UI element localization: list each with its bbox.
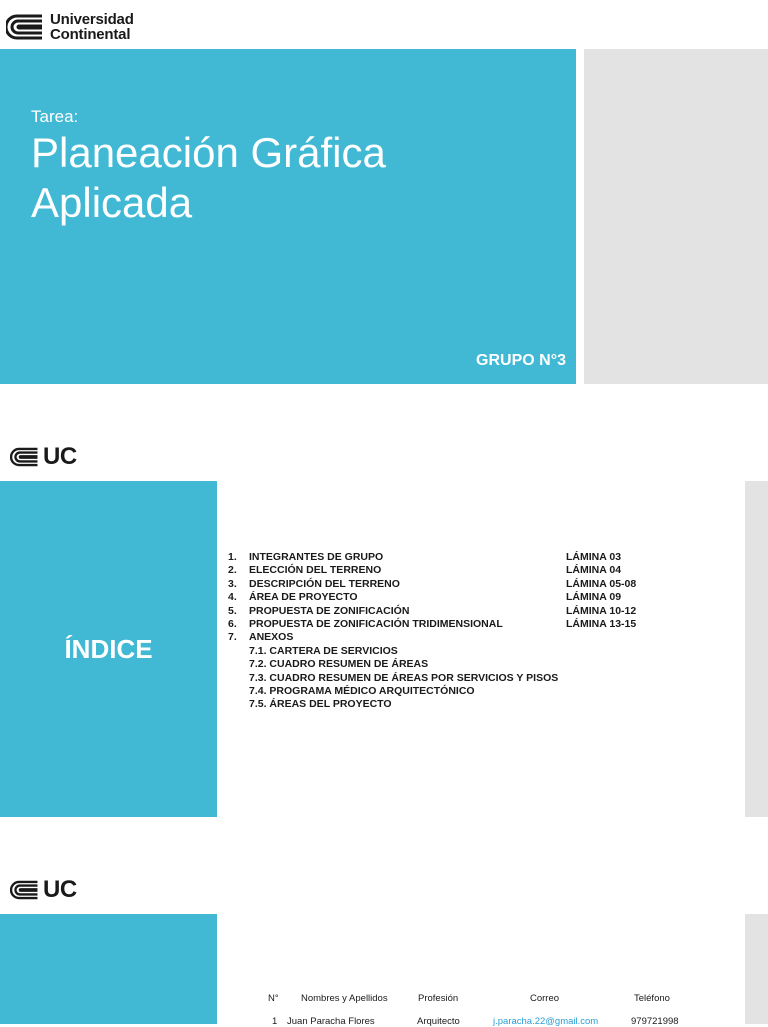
toc-item-number: 4. <box>228 591 237 604</box>
team-header-email: Correo <box>530 993 560 1004</box>
cover-kicker: Tarea: <box>31 107 79 126</box>
toc-item-number: 5. <box>228 604 237 617</box>
toc-item-label: ELECCIÓN DEL TERRENO <box>249 564 382 577</box>
universidad-continental-logo <box>6 10 166 44</box>
cover-side-panel <box>584 49 768 384</box>
toc-subitem-label: 7.4. PROGRAMA MÉDICO ARQUITECTÓNICO <box>249 684 475 697</box>
uc-logo-text: UC <box>43 443 77 470</box>
toc-item-number: 2. <box>228 564 237 577</box>
toc-subitem-label: 7.1. CARTERA DE SERVICIOS <box>249 644 398 657</box>
toc-item-label: PROPUESTA DE ZONIFICACIÓN TRIDIMENSIONAL <box>249 617 503 630</box>
cover-title: Planeación Gráfica Aplicada <box>31 129 386 226</box>
toc-subitem-label: 7.2. CUADRO RESUMEN DE ÁREAS <box>249 658 429 671</box>
toc-item <box>228 618 698 631</box>
logo-line-1: Universidad <box>50 11 134 28</box>
toc-item-number: 3. <box>228 577 237 590</box>
toc-item <box>228 631 698 644</box>
team-header-profession: Profesión <box>418 993 459 1004</box>
index-side-panel <box>0 481 217 817</box>
toc-item <box>228 564 698 577</box>
team-header-name: Nombres y Apellidos <box>301 993 388 1004</box>
team-cell-email-link[interactable]: j.paracha.22@gmail.com <box>493 1016 599 1027</box>
toc-subitem <box>228 698 698 711</box>
toc-item-label: DESCRIPCIÓN DEL TERRENO <box>249 577 400 590</box>
toc-subitem <box>228 645 698 658</box>
toc-item-number: 1. <box>228 551 237 563</box>
toc-item-page: LÁMINA 10-12 <box>566 604 637 617</box>
logo-line-2: Continental <box>50 26 131 43</box>
uc-logo-text: UC <box>43 876 77 903</box>
index-title: ÍNDICE <box>64 633 153 664</box>
toc-item <box>228 578 698 591</box>
continental-mark-icon <box>10 446 40 468</box>
team-cell-profession: Arquitecto <box>417 1016 460 1027</box>
team-right-strip <box>745 914 768 1024</box>
team-side-panel <box>0 914 217 1024</box>
toc-subitem-label: 7.5. ÁREAS DEL PROYECTO <box>249 698 392 711</box>
toc-item-page: LÁMINA 03 <box>566 551 622 563</box>
team-cell-number: 1 <box>272 1016 278 1027</box>
toc-subitem <box>228 672 698 685</box>
team-cell-phone: 979721998 <box>631 1016 679 1027</box>
index-right-strip <box>745 481 768 817</box>
group-label: GRUPO N°3 <box>476 352 566 369</box>
toc-subitem-label: 7.3. CUADRO RESUMEN DE ÁREAS POR SERVICIOS Y PISOS <box>249 671 559 684</box>
team-header-phone: Teléfono <box>634 993 670 1004</box>
toc-item-page: LÁMINA 09 <box>566 591 622 604</box>
uc-logo <box>10 442 77 472</box>
toc-item-label: ÁREA DE PROYECTO <box>249 591 358 604</box>
toc-item <box>228 591 698 604</box>
toc-item-number: 7. <box>228 631 237 644</box>
toc-item-page: LÁMINA 04 <box>566 564 622 577</box>
continental-mark-icon <box>6 12 44 42</box>
toc-subitem <box>228 685 698 698</box>
continental-mark-icon <box>10 879 40 901</box>
uc-logo <box>10 875 77 905</box>
toc-item-number: 6. <box>228 617 237 630</box>
toc-item-label: PROPUESTA DE ZONIFICACIÓN <box>249 604 410 617</box>
toc-item <box>228 605 698 618</box>
table-of-contents <box>228 551 698 712</box>
toc-item-label: ANEXOS <box>249 631 294 644</box>
toc-item-page: LÁMINA 05-08 <box>566 577 637 590</box>
toc-item-page: LÁMINA 13-15 <box>566 617 637 630</box>
toc-subitem <box>228 658 698 671</box>
team-cell-name: Juan Paracha Flores <box>287 1016 375 1027</box>
toc-item <box>228 551 698 564</box>
toc-item-label: INTEGRANTES DE GRUPO <box>249 551 384 563</box>
team-header-number: N° <box>268 993 279 1004</box>
